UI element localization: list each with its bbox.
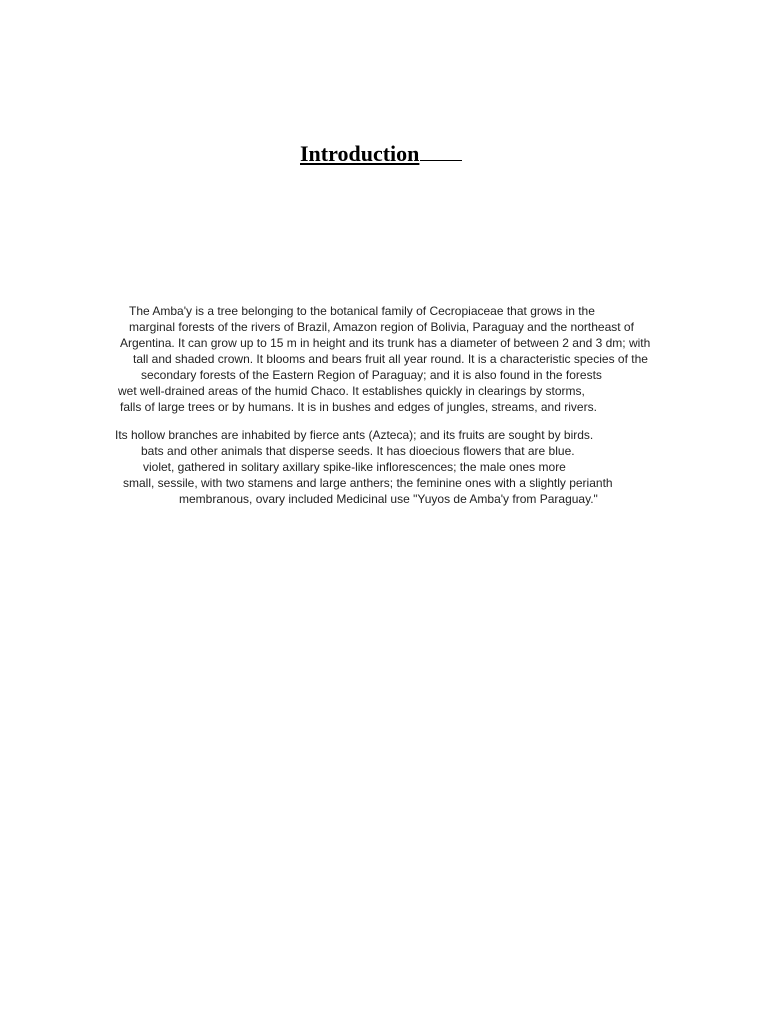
paragraph-1-line: The Amba'y is a tree belonging to the botanical family of Cecropiaceae that grows in the: [129, 304, 595, 318]
paragraph-2-line: small, sessile, with two stamens and large anthers; the feminine ones with a slightly perianth: [123, 476, 613, 490]
paragraph-2-line: violet, gathered in solitary axillary spike-like inflorescences; the male ones more: [143, 460, 566, 474]
paragraph-2-line: membranous, ovary included Medicinal use "Yuyos de Amba'y from Paraguay.": [179, 492, 598, 506]
paragraph-1-line: wet well-drained areas of the humid Chaco. It establishes quickly in clearings by storms,: [118, 384, 585, 398]
title-underline-tail: [420, 138, 462, 161]
paragraph-2-line: Its hollow branches are inhabited by fierce ants (Azteca); and its fruits are sought by birds.: [115, 428, 594, 442]
paragraph-1-line: Argentina. It can grow up to 15 m in height and its trunk has a diameter of between 2 and 3 dm; with: [120, 336, 651, 350]
paragraph-2-line: bats and other animals that disperse seeds. It has dioecious flowers that are blue.: [141, 444, 575, 458]
document-title: [300, 138, 462, 169]
paragraph-1-line: tall and shaded crown. It blooms and bears fruit all year round. It is a characteristic species of the: [133, 352, 648, 366]
paragraph-1-line: marginal forests of the rivers of Brazil, Amazon region of Bolivia, Paraguay and the northeast of: [129, 320, 634, 334]
title-text: Introduction: [300, 141, 420, 166]
paragraph-1-line: falls of large trees or by humans. It is in bushes and edges of jungles, streams, and rivers.: [120, 400, 597, 414]
paragraph-1-line: secondary forests of the Eastern Region of Paraguay; and it is also found in the forests: [141, 368, 602, 382]
